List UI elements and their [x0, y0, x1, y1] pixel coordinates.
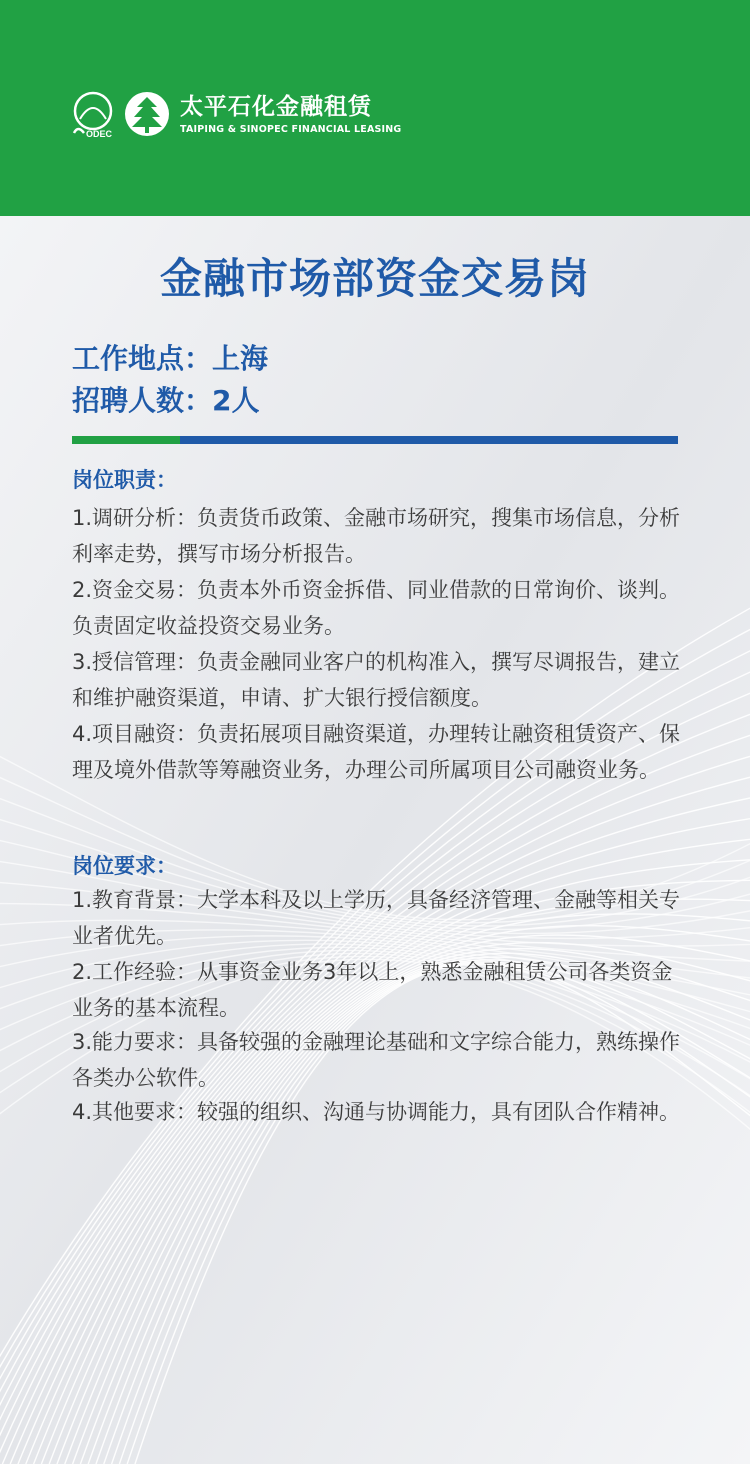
duty-item: 3.授信管理：负责金融同业客户的机构准入，撰写尽调报告，建立和维护融资渠道，申请、扩大银行授信额度。 — [72, 650, 681, 710]
svg-text:ODEC: ODEC — [86, 129, 113, 139]
duty-item: 1.调研分析：负责货币政策、金融市场研究，搜集市场信息，分析利率走势，撰写市场分析报告。 — [72, 506, 681, 566]
company-logo — [68, 88, 401, 140]
requirements-heading: 岗位要求： — [72, 854, 177, 878]
requirement-item: 2.工作经验：从事资金业务3年以上，熟悉金融租赁公司各类资金业务的基本流程。 — [72, 960, 673, 1020]
requirement-item: 3.能力要求：具备较强的金融理论基础和文字综合能力，熟练操作各类办公软件。 — [72, 1030, 681, 1090]
tree-logo-icon — [124, 91, 170, 137]
work-location: 工作地点：上海 — [72, 342, 269, 375]
job-title: 金融市场部资金交易岗 — [159, 254, 590, 303]
duty-item: 4.项目融资：负责拓展项目融资渠道，办理转让融资租赁资产、保理及境外借款等筹融资业务，办理公司所属项目公司融资业务。 — [72, 722, 681, 782]
section-divider — [72, 436, 678, 444]
header-banner — [0, 0, 750, 216]
headcount: 招聘人数：2人 — [72, 384, 260, 417]
duty-item: 2.资金交易：负责本外币资金拆借、同业借款的日常询价、谈判。负责固定收益投资交易业务。 — [72, 578, 681, 638]
sinopec-logo-icon — [68, 89, 118, 139]
duties-heading: 岗位职责： — [72, 468, 177, 492]
requirement-item: 4.其他要求：较强的组织、沟通与协调能力，具有团队合作精神。 — [72, 1100, 681, 1124]
brand-name-en: TAIPING & SINOPEC FINANCIAL LEASING — [180, 123, 402, 135]
brand-name-cn: 太平石化金融租赁 — [180, 93, 372, 120]
requirement-item: 1.教育背景：大学本科及以上学历，具备经济管理、金融等相关专业者优先。 — [72, 888, 681, 948]
